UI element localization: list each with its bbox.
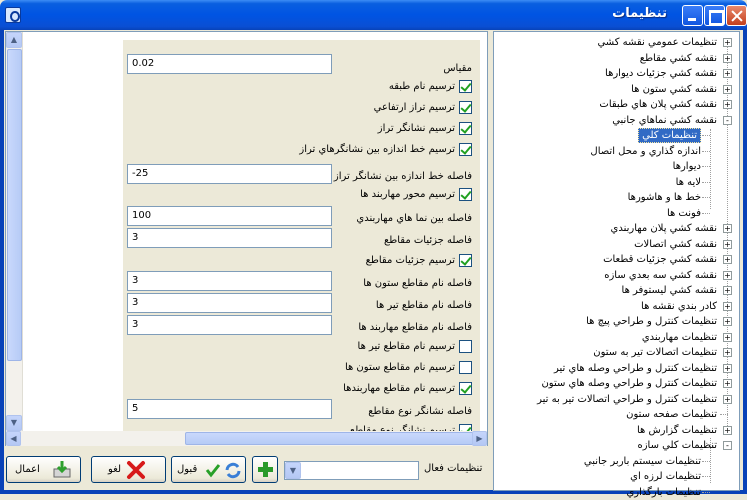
collapse-icon[interactable]: -: [723, 116, 732, 125]
tree-item-label[interactable]: تنظيمات صفحه ستون: [626, 409, 717, 420]
column-section-name-distance-input[interactable]: 3: [127, 271, 332, 291]
settings-panel: [5, 31, 488, 446]
expand-icon[interactable]: +: [724, 255, 731, 264]
expand-icon[interactable]: +: [724, 379, 731, 388]
brace-spacing-input[interactable]: 100: [127, 206, 332, 226]
expand-icon[interactable]: +: [724, 38, 731, 47]
expand-icon[interactable]: +: [724, 426, 731, 435]
tree-item-label[interactable]: نقشه کشي سه بعدي سازه: [604, 270, 717, 281]
expand-icon[interactable]: +: [724, 317, 731, 326]
brace-section-name-distance-label: فاصله نام مقاطع مهاربند ها: [358, 322, 472, 333]
tree-item-label[interactable]: تنظيمات کلي: [638, 128, 701, 143]
section-type-marker-label: فاصله نشانگر نوع مقاطع: [368, 406, 472, 417]
floor-name-checkbox[interactable]: [459, 80, 472, 93]
tree-item-label[interactable]: لايه ها: [675, 177, 701, 188]
app-icon[interactable]: [5, 7, 21, 23]
scroll-thumb-vertical[interactable]: [7, 49, 22, 361]
tree-item[interactable]: [494, 35, 739, 50]
minimize-button[interactable]: [682, 5, 703, 26]
tree-child-item[interactable]: [494, 190, 739, 205]
tree-item[interactable]: [494, 113, 739, 128]
expand-icon[interactable]: +: [724, 85, 731, 94]
accept-check-icon: [205, 462, 221, 478]
tree-item[interactable]: [494, 423, 739, 438]
refresh-icon: [223, 461, 243, 480]
level-marker-checkbox[interactable]: [459, 122, 472, 135]
accept-label: قبول: [177, 464, 198, 475]
scale-label: مقياس: [443, 63, 472, 74]
tree-item[interactable]: [494, 221, 739, 236]
tree-item-label[interactable]: تنظيمات مهاربندي: [641, 332, 717, 343]
tree-item-label[interactable]: نقشه کشي نماهاي جانبي: [612, 115, 717, 126]
brace-section-name-checkbox[interactable]: [459, 382, 472, 395]
tree-item-label[interactable]: نقشه کشي پلان هاي طبقات: [599, 99, 717, 110]
scroll-down-icon[interactable]: ▼: [6, 415, 22, 431]
dimension-line-checkbox[interactable]: [459, 143, 472, 156]
tree-item[interactable]: [494, 376, 739, 391]
tree-item[interactable]: [494, 299, 739, 314]
apply-label: اعمال: [15, 464, 40, 475]
beam-section-name-label: ترسيم نام مقاطع تير ها: [357, 341, 455, 352]
expand-icon[interactable]: +: [724, 100, 731, 109]
tree-item[interactable]: [494, 314, 739, 329]
tree-child-item[interactable]: [494, 206, 739, 221]
tree-item-label[interactable]: نقشه کشي ليستوفر ها: [621, 285, 717, 296]
section-type-marker-input[interactable]: 5: [127, 399, 332, 419]
tree-item-label[interactable]: تنظيمات کنترل و طراحي وصله هاي تير: [554, 363, 717, 374]
chevron-down-icon[interactable]: ▼: [285, 462, 301, 479]
expand-icon[interactable]: +: [724, 240, 731, 249]
tree-child-item[interactable]: [494, 159, 739, 174]
tree-item[interactable]: [494, 361, 739, 376]
cancel-label: لغو: [108, 464, 122, 475]
scroll-thumb-horizontal[interactable]: [185, 432, 485, 445]
tree-item-label[interactable]: خط ها و هاشورها: [627, 192, 701, 203]
tree-child-item[interactable]: [494, 485, 739, 500]
maximize-button[interactable]: [704, 5, 725, 26]
beam-section-name-distance-input[interactable]: 3: [127, 293, 332, 313]
tree-item-label[interactable]: نقشه کشي جزئيات ديوارها: [605, 68, 717, 79]
section-detail-distance-label: فاصله جزئيات مقاطع: [383, 235, 472, 246]
tree-item[interactable]: [494, 66, 739, 81]
tree-child-item[interactable]: [494, 454, 739, 469]
scroll-left-icon[interactable]: ◀: [6, 431, 21, 446]
brace-axis-label: ترسيم محور مهاربند ها: [360, 189, 455, 200]
tree-item[interactable]: [494, 283, 739, 298]
tree-item-label[interactable]: ديوارها: [672, 161, 701, 172]
tree-item-label[interactable]: نقشه کشي اتصالات: [634, 239, 717, 250]
dimension-line-distance-label: فاصله خط اندازه بين نشانگر تراز: [333, 171, 472, 182]
scale-input[interactable]: 0.02: [127, 54, 332, 74]
column-section-name-checkbox[interactable]: [459, 361, 472, 374]
tree-item[interactable]: [494, 268, 739, 283]
tree-item[interactable]: [494, 51, 739, 66]
expand-icon[interactable]: +: [724, 348, 731, 357]
tree-item-label[interactable]: تنظيمات گزارش ها: [636, 425, 717, 436]
add-settings-button[interactable]: [252, 456, 278, 483]
column-section-name-distance-label: فاصله نام مقاطع ستون ها: [363, 278, 472, 289]
tree-item[interactable]: [494, 407, 739, 422]
tree-item-label[interactable]: تنظيمات کنترل و طراحي پيچ ها: [586, 316, 717, 327]
active-settings-label: تنظيمات فعال: [424, 463, 483, 474]
settings-tree: [493, 31, 740, 498]
tree-item-label[interactable]: تنظيمات بارگذاري: [626, 487, 701, 498]
expand-icon[interactable]: +: [724, 54, 731, 63]
section-detail-label: ترسيم جزئيات مقاطع: [365, 255, 455, 266]
tree-item-label[interactable]: تنظيمات لرزه اي: [630, 471, 701, 482]
tree-child-item[interactable]: [494, 175, 739, 190]
brace-spacing-label: فاصله بين نما هاي مهاربندي: [356, 213, 472, 224]
tree-item[interactable]: [494, 345, 739, 360]
tree-item-label[interactable]: تنظيمات سيستم باربر جانبي: [583, 456, 701, 467]
section-detail-distance-input[interactable]: 3: [127, 228, 332, 248]
tree-item[interactable]: [494, 330, 739, 345]
beam-section-name-checkbox[interactable]: [459, 340, 472, 353]
column-section-name-label: ترسيم نام مقاطع ستون ها: [344, 362, 455, 373]
tree-item[interactable]: [494, 438, 739, 453]
apply-icon: [51, 459, 73, 481]
expand-icon[interactable]: +: [724, 69, 731, 78]
expand-icon[interactable]: +: [724, 286, 731, 295]
dimension-line-distance-input[interactable]: -25: [127, 164, 332, 184]
window-title: تنظيمات: [612, 6, 667, 21]
brace-axis-checkbox[interactable]: [459, 188, 472, 201]
section-detail-checkbox[interactable]: [459, 254, 472, 267]
expand-icon[interactable]: +: [724, 224, 731, 233]
expand-icon[interactable]: +: [724, 333, 731, 342]
beam-section-name-distance-label: فاصله نام مقاطع تير ها: [375, 300, 472, 311]
bottom-toolbar: [5, 450, 491, 490]
vertical-scrollbar[interactable]: [6, 32, 23, 431]
tree-item-label[interactable]: نقشه کشي مقاطع: [639, 53, 717, 64]
accept-button[interactable]: [171, 456, 246, 483]
collapse-icon[interactable]: -: [723, 441, 732, 450]
floor-name-label: ترسيم نام طبقه: [388, 81, 455, 92]
elevation-level-label: ترسيم تراز ارتفاعي: [373, 102, 455, 113]
tree-item-label[interactable]: تنظيمات کلي سازه: [637, 440, 717, 451]
tree-item-label[interactable]: نقشه کشي ستون ها: [631, 84, 717, 95]
expand-icon[interactable]: +: [724, 271, 731, 280]
tree-item-label[interactable]: تنظيمات کنترل و طراحي اتصالات تير به تير: [537, 394, 717, 405]
tree-child-item[interactable]: [494, 128, 739, 143]
scroll-up-icon[interactable]: ▲: [6, 32, 22, 48]
tree-item[interactable]: [494, 237, 739, 252]
tree-item-label[interactable]: تنظيمات اتصالات تير به ستون: [593, 347, 717, 358]
brace-section-name-label: ترسيم نام مقاطع مهاربندها: [343, 383, 455, 394]
tree-item[interactable]: [494, 392, 739, 407]
tree-item-label[interactable]: اندازه گذاري و محل اتصال: [590, 146, 701, 157]
scroll-right-icon[interactable]: ▶: [472, 431, 487, 446]
tree-item-label[interactable]: فونت ها: [666, 208, 701, 219]
tree-item-label[interactable]: نقشه کشي جزئيات قطعات: [603, 254, 717, 265]
tree-item[interactable]: [494, 97, 739, 112]
plus-icon: [257, 461, 274, 478]
horizontal-scrollbar[interactable]: [6, 431, 487, 446]
cancel-icon: [126, 461, 146, 479]
tree-item[interactable]: [494, 252, 739, 267]
close-button[interactable]: [726, 5, 747, 26]
cancel-button[interactable]: [91, 456, 166, 483]
expand-icon[interactable]: +: [724, 364, 731, 373]
brace-section-name-distance-input[interactable]: 3: [127, 315, 332, 335]
tree-child-item[interactable]: [494, 144, 739, 159]
settings-property-grid: [123, 40, 480, 432]
tree-item-label[interactable]: کادر بندي نقشه ها: [641, 301, 717, 312]
dimension-line-label: ترسيم خط اندازه بين نشانگرهاي تراز: [299, 144, 455, 155]
title-bar: [0, 0, 747, 30]
tree-item-label[interactable]: تنظيمات عمومي نقشه کشي: [597, 37, 717, 48]
tree-child-item[interactable]: [494, 469, 739, 484]
active-settings-combo[interactable]: [284, 461, 419, 480]
tree-item-label[interactable]: نقشه کشي پلان مهاربندي: [610, 223, 717, 234]
tree-item-label[interactable]: تنظيمات کنترل و طراحي وصله هاي ستون: [541, 378, 717, 389]
level-marker-label: ترسيم نشانگر تراز: [377, 123, 455, 134]
expand-icon[interactable]: +: [724, 395, 731, 404]
elevation-level-checkbox[interactable]: [459, 101, 472, 114]
tree-item[interactable]: [494, 82, 739, 97]
apply-button[interactable]: [6, 456, 81, 483]
expand-icon[interactable]: +: [724, 302, 731, 311]
